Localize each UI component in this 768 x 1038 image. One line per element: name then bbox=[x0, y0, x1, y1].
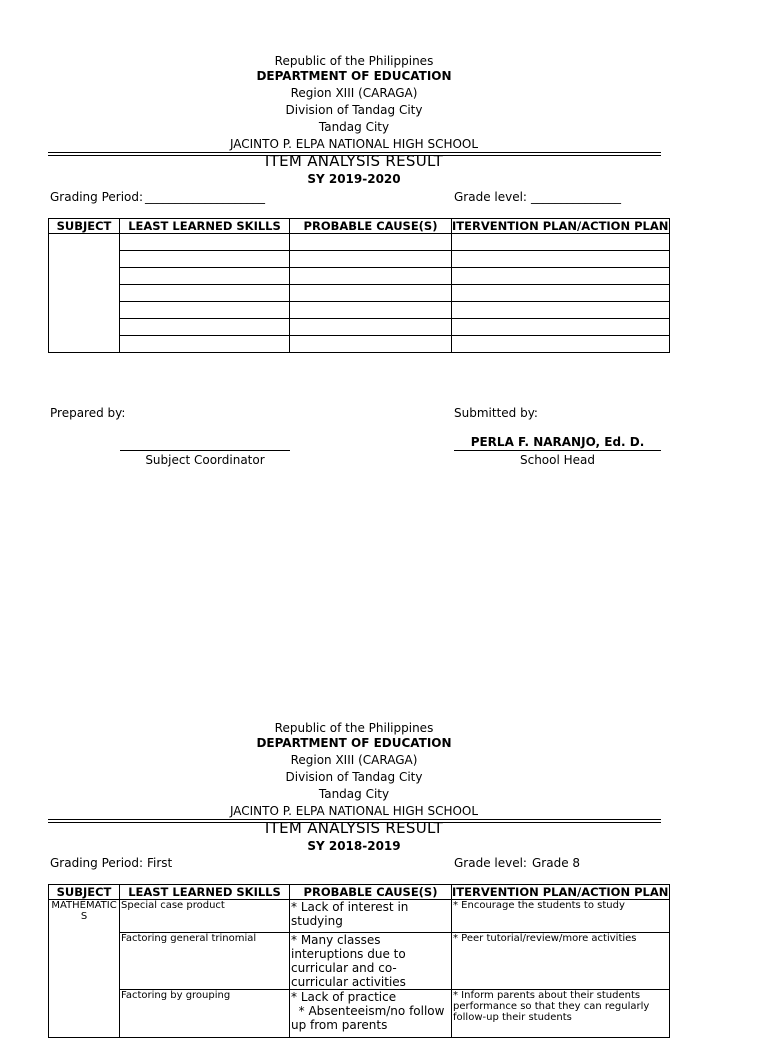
grade-level-label: Grade level: bbox=[454, 856, 527, 870]
cause-cell[interactable] bbox=[290, 319, 452, 336]
header-republic: Republic of the Philippines bbox=[274, 54, 434, 68]
school-year: SY 2019-2020 bbox=[307, 172, 401, 186]
header-division: Division of Tandag City bbox=[285, 770, 423, 784]
table-row bbox=[49, 990, 670, 1038]
header-school: JACINTO P. ELPA NATIONAL HIGH SCHOOL bbox=[229, 804, 479, 818]
grading-period-value[interactable]: First bbox=[147, 856, 173, 870]
item-analysis-table bbox=[48, 884, 670, 1038]
col-subject: SUBJECT bbox=[49, 219, 120, 234]
table-header-row bbox=[49, 885, 670, 900]
school-head-title: School Head bbox=[519, 453, 596, 467]
table-row bbox=[49, 285, 670, 302]
table-row bbox=[49, 336, 670, 353]
plan-cell[interactable] bbox=[452, 234, 670, 251]
grading-period-label: Grading Period: bbox=[50, 190, 144, 204]
cause-cell[interactable]: * Lack of practice * Absenteeism/no follow up from parents bbox=[290, 990, 452, 1038]
school-head-name: PERLA F. NARANJO, Ed. D. bbox=[470, 435, 645, 449]
plan-cell[interactable]: * Peer tutorial/review/more activities bbox=[452, 933, 670, 990]
header-division: Division of Tandag City bbox=[285, 103, 423, 117]
plan-cell[interactable] bbox=[452, 336, 670, 353]
skill-cell[interactable] bbox=[120, 251, 290, 268]
subject-cell[interactable] bbox=[49, 234, 120, 353]
header-region: Region XIII (CARAGA) bbox=[290, 753, 418, 767]
plan-cell[interactable] bbox=[452, 251, 670, 268]
plan-cell[interactable] bbox=[452, 319, 670, 336]
grade-level-value[interactable]: Grade 8 bbox=[532, 856, 581, 870]
col-plan: ITERVENTION PLAN/ACTION PLAN bbox=[452, 219, 669, 233]
skill-cell[interactable] bbox=[120, 319, 290, 336]
prepared-by-label: Prepared by: bbox=[50, 406, 126, 420]
col-plan: ITERVENTION PLAN/ACTION PLAN bbox=[452, 885, 669, 899]
cause-cell[interactable] bbox=[290, 268, 452, 285]
table-row bbox=[49, 251, 670, 268]
skill-cell[interactable] bbox=[120, 302, 290, 319]
subject-cell[interactable]: MATHEMATICS bbox=[49, 900, 120, 1038]
form-title: ITEM ANALYSIS RESULT bbox=[264, 152, 444, 170]
cause-cell[interactable] bbox=[290, 336, 452, 353]
coordinator-title: Subject Coordinator bbox=[145, 453, 265, 467]
table-row bbox=[49, 234, 670, 251]
grade-level-value[interactable]: _______________ bbox=[531, 190, 621, 204]
table-header-row bbox=[49, 219, 670, 234]
plan-cell[interactable]: * Inform parents about their students performance so that they can regularly follow-up their students bbox=[452, 990, 670, 1038]
head-signature-line bbox=[454, 450, 661, 451]
grade-level-label: Grade level: bbox=[454, 190, 527, 204]
header-region: Region XIII (CARAGA) bbox=[290, 86, 418, 100]
header-city: Tandag City bbox=[318, 120, 390, 134]
form-title: ITEM ANALYSIS RESULT bbox=[264, 819, 444, 837]
plan-cell[interactable] bbox=[452, 302, 670, 319]
skill-cell[interactable] bbox=[120, 234, 290, 251]
skill-cell[interactable] bbox=[120, 336, 290, 353]
header-department: DEPARTMENT OF EDUCATION bbox=[256, 736, 452, 750]
plan-cell[interactable]: * Encourage the students to study bbox=[452, 900, 670, 933]
table-row bbox=[49, 302, 670, 319]
school-year: SY 2018-2019 bbox=[307, 839, 401, 853]
cause-cell[interactable] bbox=[290, 302, 452, 319]
table-row bbox=[49, 319, 670, 336]
header-department: DEPARTMENT OF EDUCATION bbox=[256, 69, 452, 83]
cause-cell[interactable]: * Lack of interest in studying bbox=[290, 900, 452, 933]
table-row bbox=[49, 268, 670, 285]
col-causes: PROBABLE CAUSE(S) bbox=[290, 885, 452, 900]
skill-cell[interactable] bbox=[120, 268, 290, 285]
plan-cell[interactable] bbox=[452, 285, 670, 302]
header-city: Tandag City bbox=[318, 787, 390, 801]
table-row bbox=[49, 900, 670, 933]
submitted-by-label: Submitted by: bbox=[454, 406, 538, 420]
coordinator-signature-line bbox=[120, 450, 290, 451]
col-causes: PROBABLE CAUSE(S) bbox=[290, 219, 452, 234]
item-analysis-table bbox=[48, 218, 670, 353]
plan-cell[interactable] bbox=[452, 268, 670, 285]
col-skills: LEAST LEARNED SKILLS bbox=[120, 219, 290, 234]
skill-cell[interactable]: Factoring general trinomial bbox=[120, 933, 290, 990]
cause-cell[interactable] bbox=[290, 234, 452, 251]
col-skills: LEAST LEARNED SKILLS bbox=[120, 885, 290, 900]
table-row bbox=[49, 933, 670, 990]
grading-period-label: Grading Period: bbox=[50, 856, 144, 870]
skill-cell[interactable]: Special case product bbox=[120, 900, 290, 933]
header-republic: Republic of the Philippines bbox=[274, 721, 434, 735]
cause-cell[interactable]: * Many classes interuptions due to curricular and co-curricular activities bbox=[290, 933, 452, 990]
header-school: JACINTO P. ELPA NATIONAL HIGH SCHOOL bbox=[229, 137, 479, 151]
col-subject: SUBJECT bbox=[49, 885, 120, 900]
cause-cell[interactable] bbox=[290, 251, 452, 268]
skill-cell[interactable] bbox=[120, 285, 290, 302]
grading-period-value[interactable]: ____________________ bbox=[145, 190, 265, 204]
skill-cell[interactable]: Factoring by grouping bbox=[120, 990, 290, 1038]
cause-cell[interactable] bbox=[290, 285, 452, 302]
